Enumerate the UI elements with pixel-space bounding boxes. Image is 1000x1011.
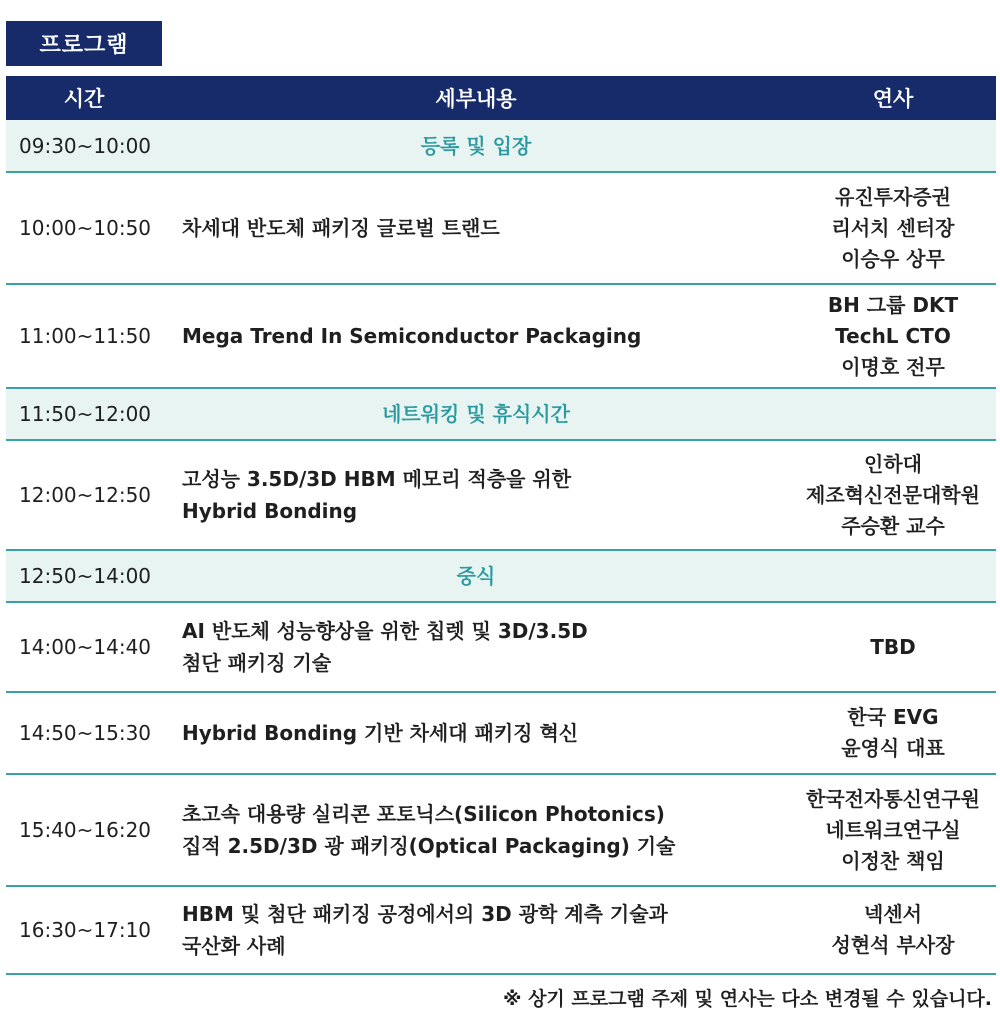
session-speaker <box>790 692 996 774</box>
session-detail-line: Hybrid Bonding <box>182 499 358 523</box>
session-row <box>6 284 996 388</box>
session-row <box>6 774 996 886</box>
header-detail: 세부내용 <box>435 87 517 111</box>
session-time: 09:30~10:00 <box>19 133 152 158</box>
session-speaker <box>790 172 996 284</box>
session-time: 15:40~16:20 <box>19 818 152 842</box>
session-detail-line: HBM 및 첨단 패키징 공정에서의 3D 광학 계측 기술과 <box>182 902 668 926</box>
header-speaker: 연사 <box>872 87 914 111</box>
session-time: 16:30~17:10 <box>19 918 152 942</box>
speaker-line: 성현석 부사장 <box>831 933 955 957</box>
session-speaker <box>790 774 996 886</box>
session-row <box>6 602 996 692</box>
session-row <box>6 886 996 974</box>
speaker-line: 윤영식 대표 <box>841 736 945 760</box>
session-detail-line: 국산화 사례 <box>182 934 286 958</box>
session-time: 12:50~14:00 <box>19 564 152 588</box>
header-time: 시간 <box>63 87 105 111</box>
session-row <box>6 172 996 284</box>
session-detail-line: 집적 2.5D/3D 광 패키징(Optical Packaging) 기술 <box>182 834 676 858</box>
session-row <box>6 692 996 774</box>
session-detail <box>162 284 790 388</box>
session-detail <box>162 172 790 284</box>
session-detail <box>162 120 790 172</box>
speaker-line: TBD <box>870 634 916 659</box>
session-detail <box>162 602 790 692</box>
break-row <box>6 550 996 602</box>
table-header-row <box>6 76 996 120</box>
speaker-line: 한국 EVG <box>847 705 939 729</box>
speaker-line: 네트워크연구실 <box>825 817 961 842</box>
change-notice: ※ 상기 프로그램 주제 및 연사는 다소 변경될 수 있습니다. <box>502 988 992 1010</box>
speaker-line: TechL CTO <box>835 323 951 348</box>
speaker-line: 한국전자통신연구원 <box>806 786 980 811</box>
session-time: 12:00~12:50 <box>19 483 152 507</box>
program-table <box>6 76 996 975</box>
session-detail-line: AI 반도체 성능향상을 위한 칩렛 및 3D/3.5D <box>182 619 588 643</box>
page-title: 프로그램 <box>6 21 162 66</box>
session-detail-line: Hybrid Bonding 기반 차세대 패키징 혁신 <box>182 721 579 745</box>
speaker-line: 넥센서 <box>864 902 922 926</box>
speaker-line: 이승우 상무 <box>841 246 945 271</box>
speaker-line: 유진투자증권 <box>835 184 951 209</box>
session-speaker <box>790 440 996 550</box>
session-detail <box>162 692 790 774</box>
session-detail-line: 네트워킹 및 휴식시간 <box>382 402 570 426</box>
speaker-line: 제조혁신전문대학원 <box>806 482 980 507</box>
speaker-line: 이정찬 책임 <box>841 848 945 873</box>
session-detail-line: 차세대 반도체 패키징 글로벌 트랜드 <box>182 216 500 240</box>
session-speaker <box>790 602 996 692</box>
session-detail-line: 초고속 대용량 실리콘 포토닉스(Silicon Photonics) <box>182 802 665 826</box>
speaker-line: BH 그룹 DKT <box>827 292 959 317</box>
session-speaker <box>790 886 996 974</box>
session-detail-line: 고성능 3.5D/3D HBM 메모리 적층을 위한 <box>182 467 572 491</box>
session-detail-line: 중식 <box>456 564 496 588</box>
session-detail <box>162 774 790 886</box>
session-detail-line: 첨단 패키징 기술 <box>182 651 332 675</box>
session-detail-line: 등록 및 입장 <box>420 133 532 158</box>
session-speaker <box>790 388 996 440</box>
session-time: 14:50~15:30 <box>19 721 152 745</box>
speaker-line: 리서치 센터장 <box>831 215 955 240</box>
session-detail <box>162 886 790 974</box>
session-detail <box>162 440 790 550</box>
speaker-line: 인하대 <box>864 451 922 476</box>
session-time: 10:00~10:50 <box>19 216 152 240</box>
speaker-line: 주승환 교수 <box>841 513 945 538</box>
session-speaker <box>790 120 996 172</box>
speaker-line: 이명호 전무 <box>841 354 945 379</box>
session-time: 11:50~12:00 <box>19 402 152 426</box>
break-row <box>6 388 996 440</box>
session-speaker <box>790 550 996 602</box>
break-row <box>6 120 996 172</box>
session-time: 14:00~14:40 <box>19 635 152 659</box>
session-detail-line: Mega Trend In Semiconductor Packaging <box>182 324 642 348</box>
session-speaker <box>790 284 996 388</box>
session-detail <box>162 388 790 440</box>
session-detail <box>162 550 790 602</box>
session-row <box>6 440 996 550</box>
session-time: 11:00~11:50 <box>19 324 152 348</box>
